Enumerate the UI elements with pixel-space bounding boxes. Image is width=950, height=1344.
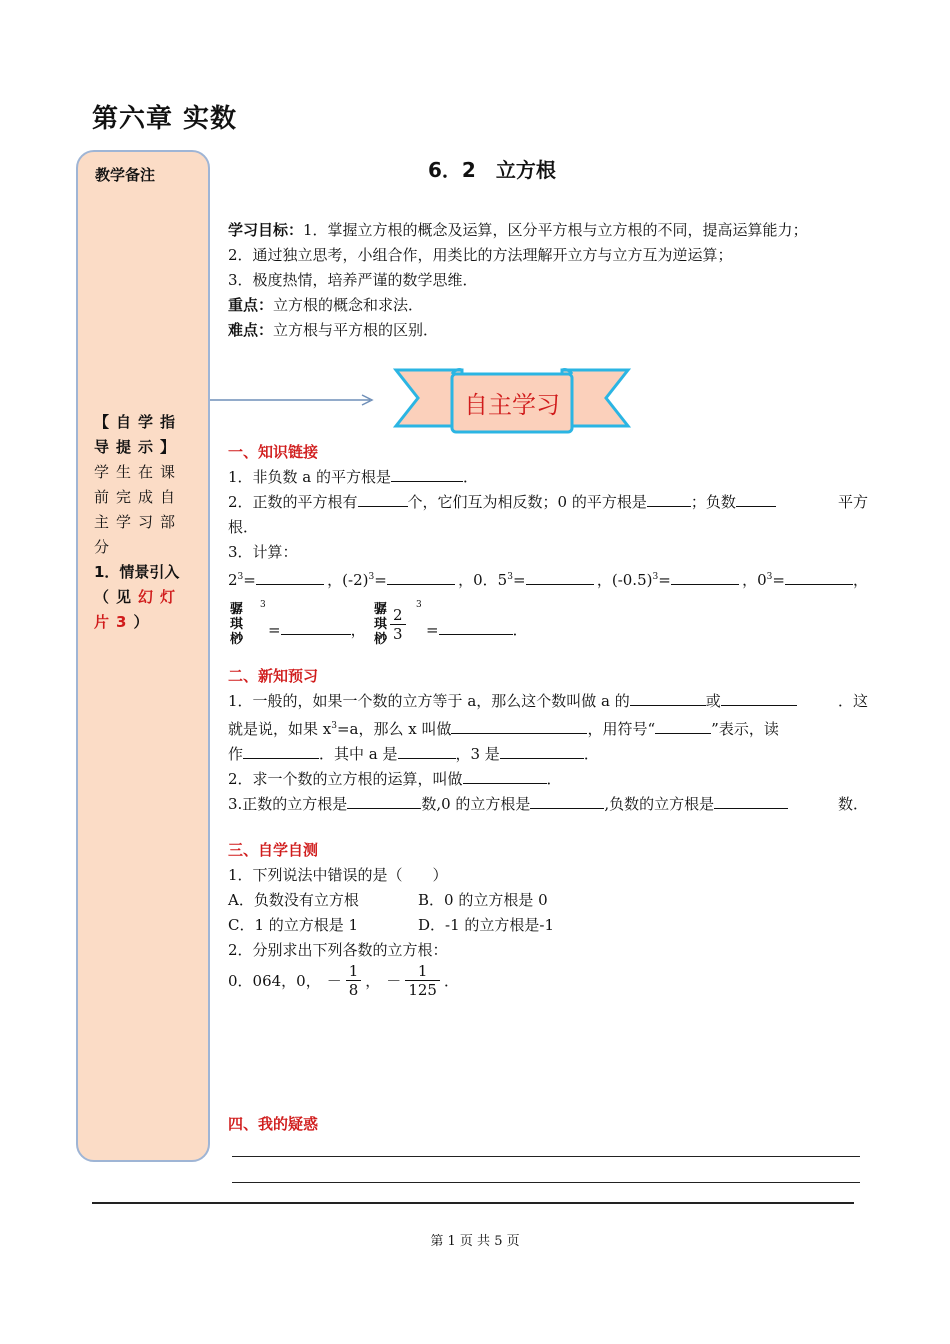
objectives-block: 学习目标：1．掌握立方根的概念及运算，区分平方根与立方根的不同，提高运算能力； 2．通过独立思考，小组合作，用类比的方法理解开立方与立方互为逆运算； 3．极度热情，培养严谨的数学思维． 重点：立方根的概念和求法． 难点：立方根与平方根的区别． bbox=[228, 221, 808, 339]
part-questions bbox=[228, 1112, 868, 1137]
scene-ref: （见幻灯片3） bbox=[94, 588, 183, 631]
teaching-notes-sidebar bbox=[76, 150, 210, 1162]
chapter-title: 第六章 实数 bbox=[92, 104, 238, 134]
part2-heading: 二、新知预习 bbox=[228, 667, 319, 685]
part-self-test: 三、自学自测 1．下列说法中错误的是（ ） A．负数没有立方根 B．0 的立方根是 0 C．1 的立方根是 1 D．-1 的立方根是-1 2．分别求出下列各数的立方根： bbox=[228, 838, 868, 963]
answer-line[interactable] bbox=[232, 1182, 860, 1183]
page-divider bbox=[92, 1202, 854, 1204]
self-study-banner bbox=[392, 366, 632, 438]
section-title: 6．2 立方根 bbox=[428, 158, 556, 182]
part4-heading: 四、我的疑惑 bbox=[228, 1115, 319, 1133]
guide-heading: 【自学指导提示】 bbox=[94, 413, 183, 456]
page-footer: 第 1 页 共 5 页 bbox=[430, 1234, 520, 1249]
part-new-knowledge: 二、新知预习 1．一般的，如果一个数的立方等于 a，那么这个数叫做 a 的 或 ．这 就是说，如果 $x^3=a$，那么 x 叫做 ，用符号“ ”表示，读 作 ．其中 a 是 ，3 是 ． 2．求一个数的立方根的运算，叫做 ． 3.正数的立方根是 数,0 的立方根是 ,负数的立方根是 数． bbox=[228, 664, 868, 817]
sidebar-guide bbox=[94, 410, 198, 635]
guide-body: 学生在课前完成自主学习部分 bbox=[94, 463, 183, 556]
scene-label: 1．情景引入 bbox=[94, 563, 180, 581]
part1-heading: 一、知识链接 bbox=[228, 443, 319, 461]
part3-heading: 三、自学自测 bbox=[228, 841, 319, 859]
answer-line[interactable] bbox=[232, 1156, 860, 1157]
connector-arrow bbox=[210, 390, 380, 410]
svg-text:自主学习: 自主学习 bbox=[464, 391, 560, 419]
fraction-cube-row: 骣 琪 桫 3 = ， 骣 琪 桫 $\frac{2}{3}$ 3 = ． bbox=[230, 600, 528, 647]
cube-root-numbers: 0．064，0， － $\frac{1}{8}$ ， － $\frac{1}{125}$ ． bbox=[228, 962, 459, 999]
part-knowledge-link: 一、知识链接 1．非负数 a 的平方根是 ． 2．正数的平方根有 个，它们互为相反数；0 的平方根是 ；负数 平方 根． 3．计算： $2^3=$ ，$(-2)^3=$ ，0．$5^3=$ ，$(-0.5)^3=$ ，$0^3=$ ， bbox=[228, 440, 868, 593]
sidebar-title: 教学备注 bbox=[95, 166, 156, 184]
slide-reference: 幻灯片3 bbox=[94, 588, 183, 631]
